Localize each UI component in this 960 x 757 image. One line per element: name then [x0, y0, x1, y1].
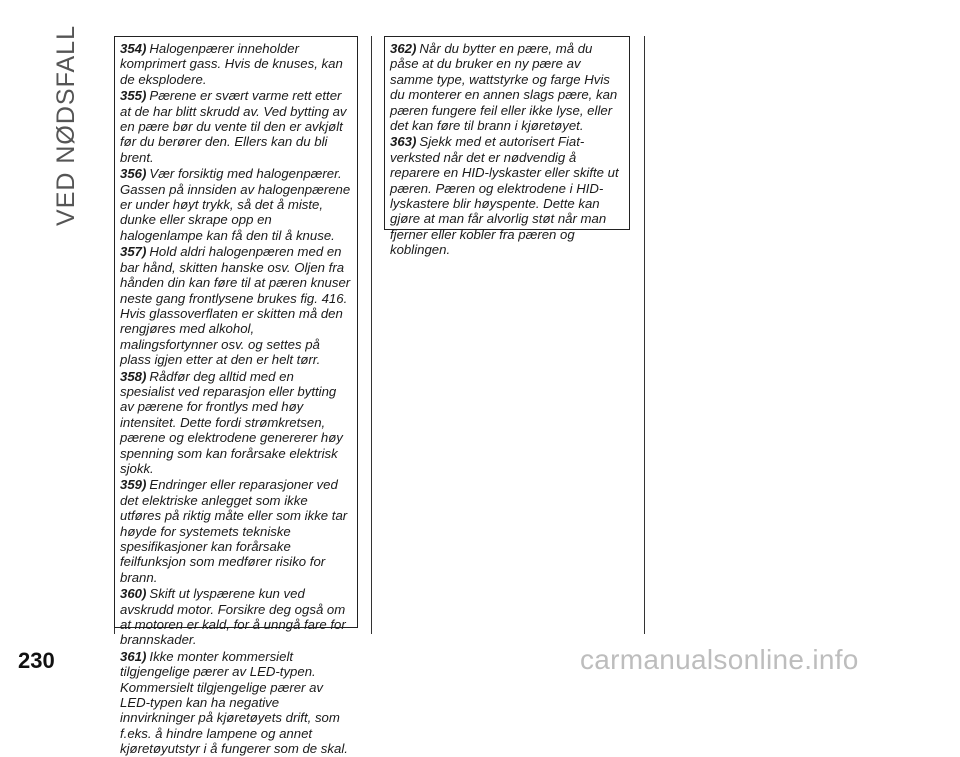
note-text: Rådfør deg alltid med en spesialist ved reparasjon eller bytting av pærene for frontlys med høy intensitet. Dette fordi strømkretsen, pærene og elektrodene genererer høy spenning som kan forårsake elektrisk sjokk. — [120, 368, 343, 476]
warning-note — [390, 41, 623, 133]
note-number: 356) — [120, 166, 147, 182]
column-divider-right — [644, 36, 645, 634]
column-divider-middle — [371, 36, 372, 634]
warning-note — [120, 166, 351, 243]
warning-notes-right — [384, 36, 630, 258]
note-number: 355) — [120, 88, 147, 104]
note-text: Skift ut lyspærene kun ved avskrudd motor. Forsikre deg også om at motoren er kald, for å unngå fare for brannskader. — [120, 586, 346, 648]
warning-note — [120, 88, 351, 165]
watermark: carmanualsonline.info — [580, 644, 859, 675]
note-text: Pærene er svært varme rett etter at de har blitt skrudd av. Ved bytting av en pære bør du vente til den er avkjølt før du berører den. Ellers kan du bli brent. — [120, 88, 347, 165]
note-number: 357) — [120, 244, 147, 260]
warning-note — [120, 477, 351, 585]
note-text: Endringer eller reparasjoner ved det elektriske anlegget som ikke utføres på riktig måte eller som ikke tar høyde for systemets tekniske spesifikasjoner kan forårsake feilfunksjon som medfører risiko for brann. — [120, 477, 348, 585]
warning-note — [120, 369, 351, 477]
warning-note — [120, 649, 351, 757]
notes-right-list — [390, 41, 623, 258]
warning-note — [390, 134, 623, 257]
note-text: Halogenpærer inneholder komprimert gass. Hvis de knuses, kan de eksplodere. — [120, 41, 343, 87]
warning-note — [120, 41, 351, 87]
note-number: 361) — [120, 648, 147, 664]
warning-note — [120, 586, 351, 648]
note-number: 354) — [120, 41, 147, 56]
warning-note — [120, 244, 351, 367]
note-text: Vær forsiktig med halogenpærer. Gassen på innsiden av halogenpærene er under høyt trykk, så det å miste, dunke eller skrape opp en halogenlampe kan få den til å knuse. — [120, 166, 351, 243]
notes-left-list — [120, 41, 351, 757]
note-text: Hold aldri halogenpæren med en bar hånd, skitten hanske osv. Oljen fra hånden din kan føre til at pæren knuser neste gang frontlysene brukes fig. 416. Hvis glassoverflaten er skitten må den rengjøres med alkohol, malingsfortynner osv. og settes på plass igjen etter at den er helt tørr. — [120, 244, 351, 368]
note-text: Når du bytter en pære, må du påse at du bruker en ny pære av samme type, wattstyrke og farge Hvis du monterer en annen slags pære, kan pæren fungere feil eller ikke lyse, eller det kan føre til brann i kjøretøyet. — [390, 41, 618, 134]
note-number: 358) — [120, 368, 147, 384]
note-text: Ikke monter kommersielt tilgjengelige pærer av LED-typen. Kommersielt tilgjengelige pærer av LED-typen kan ha negative innvirkninger på kjøretøyets drift, som f.eks. å hindre lampene og annet kjøretøyutstyr i å fungerer som de skal. — [120, 648, 348, 757]
note-number: 360) — [120, 586, 147, 602]
page-number: 230 — [18, 648, 55, 673]
note-number: 359) — [120, 477, 147, 493]
note-number: 363) — [390, 134, 417, 150]
warning-notes-left — [114, 36, 358, 757]
note-text: Sjekk med et autorisert Fiat-verksted når det er nødvendig å reparere en HID-lyskaster eller skifte ut pæren. Pæren og elektrodene i HID-lyskastere blir høyspente. Dette kan gjøre at man får alvorlig støt når man fjerner eller kobler fra pæren og koblingen. — [390, 134, 619, 258]
section-title: VED NØDSFALL — [51, 24, 80, 226]
note-number: 362) — [390, 41, 417, 56]
